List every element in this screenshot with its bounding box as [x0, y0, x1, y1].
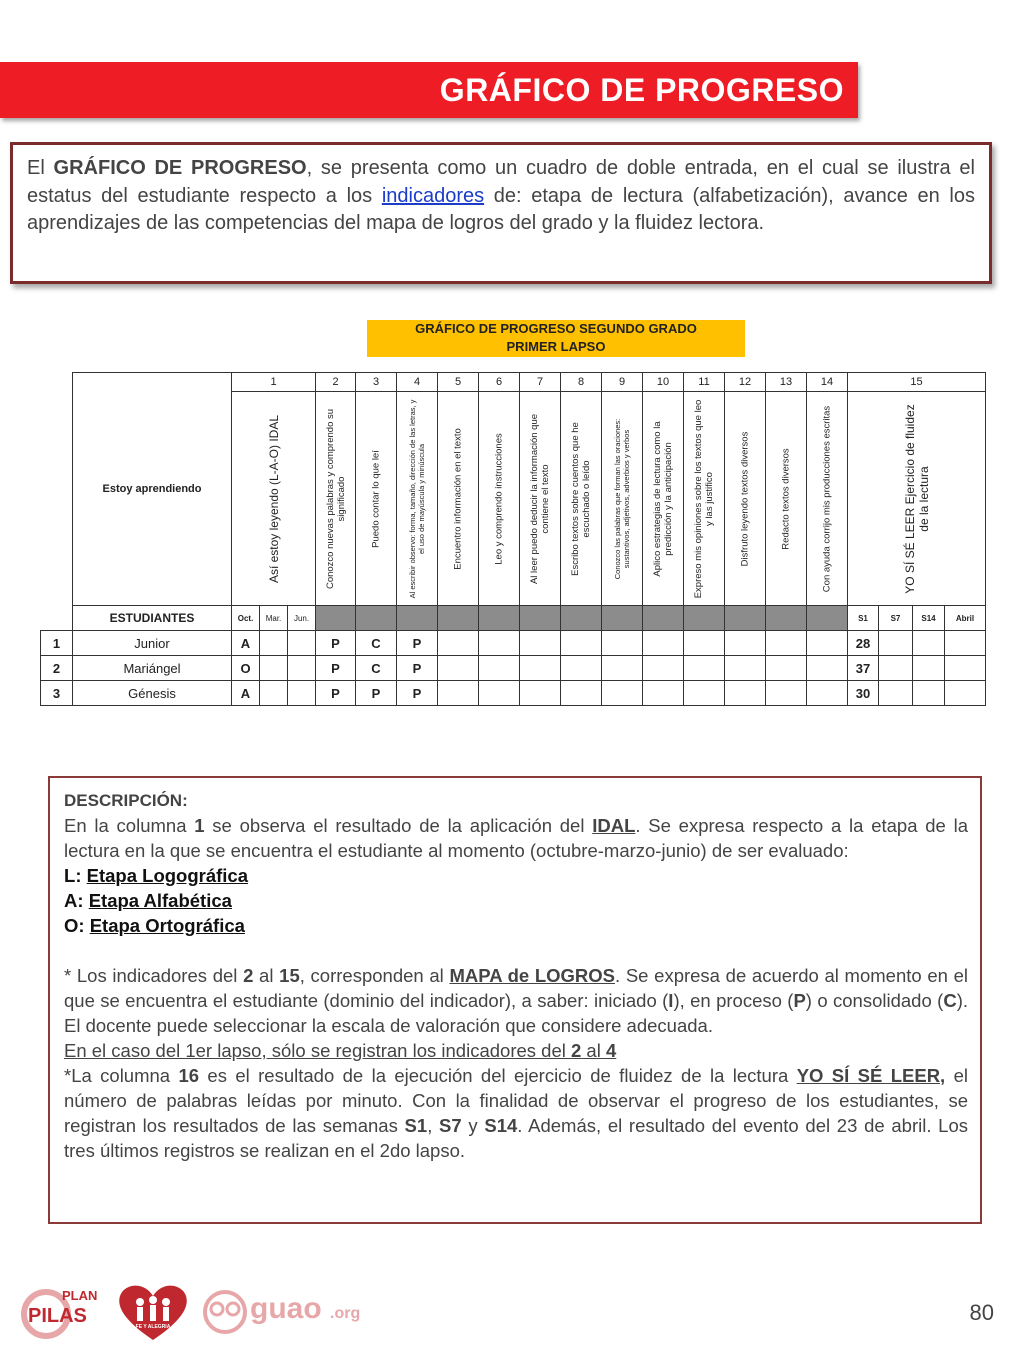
guao-owl-icon	[205, 1292, 245, 1332]
t: ), en proceso (	[673, 990, 794, 1011]
cell-empty	[602, 681, 643, 706]
guao-logo-text: guao	[250, 1292, 322, 1325]
logo1-line2: PILAS	[28, 1305, 87, 1327]
description-text	[64, 788, 968, 1163]
col-label	[316, 392, 356, 606]
grey-cell	[356, 606, 397, 631]
cell-empty	[520, 631, 561, 656]
t: 2	[570, 1040, 582, 1061]
cell-empty	[520, 656, 561, 681]
table-row	[41, 656, 986, 681]
cell-empty	[879, 681, 913, 706]
header-banner	[0, 62, 858, 118]
col-num: 15	[848, 373, 986, 392]
cell-empty	[438, 656, 479, 681]
cell-empty	[766, 656, 807, 681]
col-label	[232, 392, 316, 606]
grey-cell	[766, 606, 807, 631]
cell-empty	[438, 681, 479, 706]
col-label	[356, 392, 397, 606]
stage-a	[64, 888, 968, 913]
footer-logos	[18, 1278, 378, 1344]
cell-empty	[288, 656, 316, 681]
col-label-text: YO SÍ SÉ LEER Ejercicio de fluidez de la lectura	[902, 403, 931, 594]
logo2-text: FE Y ALEGRIA	[135, 1324, 171, 1330]
grey-cell	[316, 606, 356, 631]
cell-empty	[945, 656, 986, 681]
cell-s1: 37	[848, 656, 879, 681]
col-label-text: Al escribir observo: forma, tamaño, dirección de las letras, y el uso de mayúscula y minúscula	[408, 399, 426, 598]
col-label	[397, 392, 438, 606]
t: 15	[279, 965, 300, 986]
cell-empty	[479, 631, 520, 656]
t: A	[64, 890, 78, 911]
t: ). El docente puede seleccionar la escala de valoración que considere adecuada.	[64, 990, 968, 1036]
t: :	[77, 890, 89, 911]
sub-s7: S7	[879, 606, 913, 631]
cell-empty	[479, 681, 520, 706]
t: I	[668, 990, 674, 1011]
cell-empty	[725, 681, 766, 706]
col-label-text: Aplico estrategias de lectura como la predicción y la anticipación	[652, 420, 674, 577]
cell-empty	[561, 656, 602, 681]
fe-y-alegria-logo	[119, 1286, 187, 1340]
t: O	[64, 915, 79, 936]
t: ) o consolidado (	[805, 990, 944, 1011]
number-row	[41, 373, 986, 392]
grey-cell	[643, 606, 684, 631]
cell-empty	[879, 631, 913, 656]
col-label	[684, 392, 725, 606]
cell-empty	[260, 681, 288, 706]
cell-empty	[561, 681, 602, 706]
cell-c3: C	[356, 631, 397, 656]
t: Etapa Alfabética	[88, 890, 232, 911]
empty-cell	[41, 606, 73, 631]
t: :	[75, 865, 87, 886]
cell-empty	[288, 681, 316, 706]
cell-empty	[807, 681, 848, 706]
t: En el caso del 1er lapso, sólo se registran los indicadores del	[64, 1040, 571, 1061]
col-label-text: Así estoy leyendo (L-A-O) IDAL	[266, 414, 281, 583]
cell-c3: P	[356, 681, 397, 706]
t: 2	[243, 965, 254, 986]
t: . Se expresa respecto a la etapa de la lectura en la que se encuentra el estudiante al momento (octubre-marzo-junio) de ser evaluado:	[64, 815, 968, 861]
t: Etapa Logográfica	[86, 865, 249, 886]
cell-empty	[945, 681, 986, 706]
sub-oct: Oct.	[232, 606, 260, 631]
t: IDAL	[592, 815, 636, 836]
col-label	[520, 392, 561, 606]
student-name: Génesis	[73, 681, 232, 706]
cell-empty	[725, 656, 766, 681]
student-name: Junior	[73, 631, 232, 656]
cell-empty	[945, 631, 986, 656]
t: Etapa Ortográfica	[89, 915, 245, 936]
page-number: 80	[969, 1300, 994, 1325]
cell-empty	[520, 681, 561, 706]
t: YO SÍ SÉ LEER,	[796, 1065, 946, 1086]
cell-empty	[684, 681, 725, 706]
col-label	[479, 392, 520, 606]
t: P	[793, 990, 806, 1011]
cell-empty	[602, 656, 643, 681]
cell-empty	[766, 681, 807, 706]
spacer	[64, 938, 968, 963]
t: , corresponden al	[299, 965, 450, 986]
cell-c4: P	[397, 681, 438, 706]
t: 4	[605, 1040, 617, 1061]
cell-empty	[260, 656, 288, 681]
row-number: 2	[41, 656, 73, 681]
col-num: 6	[479, 373, 520, 392]
grey-cell	[397, 606, 438, 631]
sub-abril: Abril	[945, 606, 986, 631]
t: *La columna	[64, 1065, 179, 1086]
grey-cell	[725, 606, 766, 631]
students-header-row	[41, 606, 986, 631]
description-heading: DESCRIPCIÓN:	[64, 791, 188, 810]
table-row	[41, 631, 986, 656]
col-num: 2	[316, 373, 356, 392]
grey-cell	[520, 606, 561, 631]
cell-empty	[913, 656, 945, 681]
col-num: 8	[561, 373, 602, 392]
stage-l	[64, 863, 968, 888]
grey-cell	[561, 606, 602, 631]
student-name: Mariángel	[73, 656, 232, 681]
col-label	[766, 392, 807, 606]
guao-logo-suffix: .org	[330, 1305, 361, 1322]
cell-empty	[913, 681, 945, 706]
cell-empty	[766, 631, 807, 656]
sub-jun: Jun.	[288, 606, 316, 631]
cell-empty	[602, 631, 643, 656]
sub-s14: S14	[913, 606, 945, 631]
row-number: 3	[41, 681, 73, 706]
col-label-text: Escribo textos sobre cuentos que he escuchado o leído	[570, 421, 592, 576]
sub-mar: Mar.	[260, 606, 288, 631]
col-label-text: Expreso mis opiniones sobre los textos que leo y las justifico	[693, 399, 715, 598]
t: . Además, el resultado del evento del 23 de abril. Los tres últimos registros se realizan en el 2do lapso.	[64, 1115, 969, 1161]
t: el número de palabras leídas por minuto. Con la finalidad de observar el progreso de los estudiantes, se registran los resultados de las semanas	[64, 1065, 968, 1136]
indicadores-link[interactable]: indicadores	[381, 184, 485, 207]
t: y	[461, 1115, 485, 1136]
col-label	[807, 392, 848, 606]
col-label-text: Redacto textos diversos	[780, 447, 792, 550]
cell-c1: A	[232, 631, 260, 656]
cell-empty	[260, 631, 288, 656]
chart-title-line2: PRIMER LAPSO	[506, 339, 606, 354]
cell-c4: P	[397, 631, 438, 656]
col-label-text: Encuentro información en el texto	[452, 427, 464, 570]
col-label-text: Leo y comprendo instrucciones	[493, 432, 505, 565]
sub-s1: S1	[848, 606, 879, 631]
col-label-text: Puedo contar lo que leí	[370, 449, 382, 548]
t: En la columna	[64, 815, 195, 836]
t: S14	[484, 1115, 518, 1136]
intro-box	[10, 142, 992, 284]
t: 16	[178, 1065, 200, 1086]
students-label: ESTUDIANTES	[73, 606, 232, 631]
col-num: 12	[725, 373, 766, 392]
t: S7	[439, 1115, 462, 1136]
col-label	[561, 392, 602, 606]
chart-title	[367, 320, 745, 357]
t: * Los indicadores del	[64, 965, 244, 986]
t: ,	[427, 1115, 440, 1136]
cell-empty	[684, 631, 725, 656]
cell-empty	[438, 631, 479, 656]
stage-o	[64, 913, 968, 938]
description-p4	[64, 1063, 968, 1163]
grey-cell	[684, 606, 725, 631]
col-label-text: Con ayuda corrijo mis producciones escritas	[821, 405, 833, 592]
col-num: 4	[397, 373, 438, 392]
cell-c2: P	[316, 681, 356, 706]
t: MAPA de LOGROS	[449, 965, 616, 986]
t: se observa el resultado de la aplicación del	[204, 815, 593, 836]
col-label-text: Disfruto leyendo textos diversos	[739, 431, 751, 566]
intro-bold: GRÁFICO DE PROGRESO	[53, 157, 307, 179]
intro-text-2: , se presenta como un cuadro de doble entrada, en el cual se ilustra el estatus del estudiante respecto a los	[27, 157, 975, 207]
cell-s1: 28	[848, 631, 879, 656]
col-num: 10	[643, 373, 684, 392]
description-box	[48, 776, 982, 1224]
description-p2	[64, 963, 968, 1038]
cell-empty	[643, 656, 684, 681]
page-title: GRÁFICO DE PROGRESO	[439, 72, 844, 108]
plan-pilas-logo	[24, 1288, 97, 1336]
progress-table	[40, 372, 986, 706]
intro-paragraph	[27, 155, 975, 238]
cell-empty	[479, 656, 520, 681]
t: :	[78, 915, 90, 936]
grey-cell	[602, 606, 643, 631]
chart-title-line1: GRÁFICO DE PROGRESO SEGUNDO GRADO	[415, 321, 697, 336]
cell-empty	[561, 631, 602, 656]
col-num: 5	[438, 373, 479, 392]
cell-c4: P	[397, 656, 438, 681]
cell-c1: A	[232, 681, 260, 706]
empty-corner	[41, 373, 73, 606]
cell-empty	[879, 656, 913, 681]
col-num: 7	[520, 373, 561, 392]
col-num: 11	[684, 373, 725, 392]
cell-empty	[807, 656, 848, 681]
t: 1	[194, 815, 205, 836]
grey-cell	[479, 606, 520, 631]
logo1-line1: PLAN	[62, 1288, 98, 1303]
cell-empty	[288, 631, 316, 656]
cell-c1: O	[232, 656, 260, 681]
t: es el resultado de la ejecución del ejercicio de fluidez de la lectura	[199, 1065, 797, 1086]
cell-empty	[684, 656, 725, 681]
table-row	[41, 681, 986, 706]
cell-c2: P	[316, 631, 356, 656]
grey-cell	[807, 606, 848, 631]
intro-text-1: El	[27, 157, 54, 179]
col-label	[438, 392, 479, 606]
t: . Se expresa de acuerdo al momento en el que se encuentra el estudiante (dominio del indicador), a saber: iniciado (	[64, 965, 969, 1011]
col-num: 1	[232, 373, 316, 392]
col-label-text: Conozco las palabras que forman las oraciones: sustantivos, adjetivos, adverbios y verbos	[613, 418, 631, 579]
description-p1	[64, 813, 968, 863]
col-label-text: Conozco nuevas palabras y comprendo su significado	[324, 408, 347, 589]
description-p3	[64, 1038, 968, 1063]
col-label	[848, 392, 986, 606]
cell-c3: C	[356, 656, 397, 681]
cell-empty	[913, 631, 945, 656]
col-label	[725, 392, 766, 606]
cell-empty	[807, 631, 848, 656]
t: L	[64, 865, 76, 886]
cell-empty	[725, 631, 766, 656]
col-label-text: Al leer puedo deducir la información que contiene el texto	[529, 413, 551, 584]
row-number: 1	[41, 631, 73, 656]
intro-text-3: de: etapa de lectura (alfabetización), avance en los aprendizajes de las competencias del mapa de logros del grado y la fluidez lectora.	[27, 184, 975, 234]
grey-cell	[438, 606, 479, 631]
t: S1	[404, 1115, 428, 1136]
col-label	[643, 392, 684, 606]
cell-empty	[643, 681, 684, 706]
col-label	[602, 392, 643, 606]
col-num: 14	[807, 373, 848, 392]
col-num: 3	[356, 373, 397, 392]
cell-empty	[643, 631, 684, 656]
t: al	[253, 965, 280, 986]
cell-s1: 30	[848, 681, 879, 706]
cell-c2: P	[316, 656, 356, 681]
estoy-aprendiendo: Estoy aprendiendo	[73, 373, 232, 606]
col-num: 13	[766, 373, 807, 392]
t: al	[581, 1040, 606, 1061]
col-num: 9	[602, 373, 643, 392]
t: C	[943, 990, 957, 1011]
